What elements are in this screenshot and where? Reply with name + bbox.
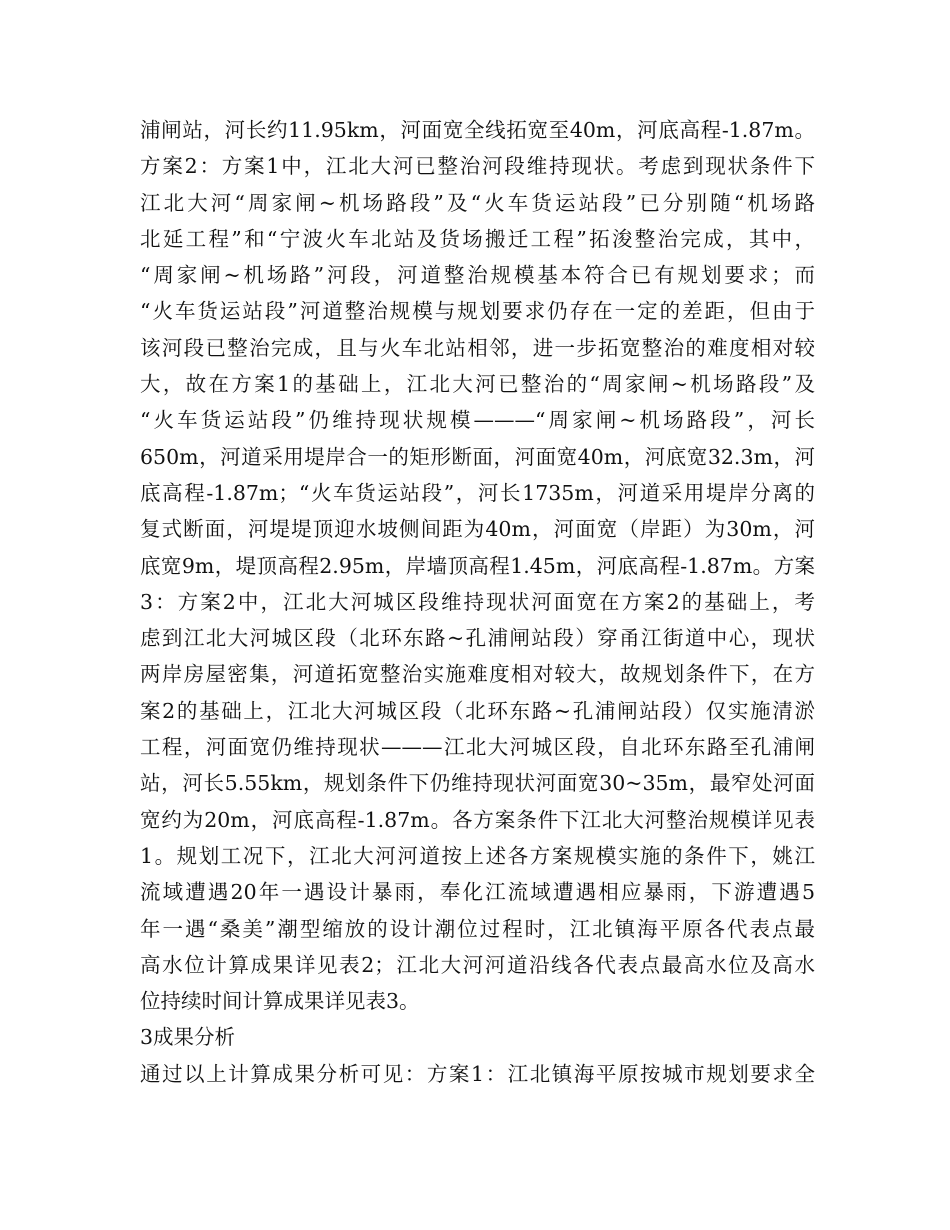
text-line: 流域遭遇20年一遇设计暴雨，奉化江流域遭遇相应暴雨，下游遭遇5	[140, 880, 815, 905]
text-line: 江北大河“周家闸~机场路段”及“火车货运站段”已分别随“机场路	[140, 190, 815, 215]
text-line: 工程，河面宽仍维持现状———江北大河城区段，自北环东路至孔浦闸	[140, 735, 815, 760]
text-line: 该河段已整治完成，且与火车北站相邻，进一步拓宽整治的难度相对较	[140, 335, 815, 360]
paragraph-analysis-schemes	[140, 112, 815, 1019]
text-line: “周家闸~机场路”河段，河道整治规模基本符合已有规划要求；而	[140, 263, 815, 288]
text-line: 高水位计算成果详见表2；江北大河河道沿线各代表点最高水位及高水	[140, 952, 815, 977]
text-line: 3：方案2中，江北大河城区段维持现状河面宽在方案2的基础上，考	[140, 589, 815, 614]
text-line: 北延工程”和“宁波火车北站及货场搬迁工程”拓浚整治完成，其中，	[140, 226, 815, 251]
text-line: 大，故在方案1的基础上，江北大河已整治的“周家闸~机场路段”及	[140, 372, 815, 397]
document-body	[140, 112, 815, 1092]
text-line: 复式断面，河堤堤顶迎水坡侧间距为40m，河面宽（岸距）为30m，河	[140, 517, 815, 542]
text-line: 年一遇“桑美”潮型缩放的设计潮位过程时，江北镇海平原各代表点最	[140, 916, 815, 941]
text-line: 浦闸站，河长约11.95km，河面宽全线拓宽至40m，河底高程-1.87m。	[140, 118, 815, 142]
text-line: 底高程-1.87m；“火车货运站段”，河长1735m，河道采用堤岸分离的	[140, 480, 815, 505]
text-line: 通过以上计算成果分析可见：方案1：江北镇海平原按城市规划要求全	[140, 1061, 815, 1086]
text-line: “火车货运站段”仍维持现状规模———“周家闸~机场路段”，河长	[140, 408, 815, 433]
text-line: 两岸房屋密集，河道拓宽整治实施难度相对较大，故规划条件下，在方	[140, 662, 815, 687]
text-line: 站，河长5.55km，规划条件下仍维持现状河面宽30~35m，最窄处河面	[140, 771, 815, 796]
paragraph-results	[140, 1056, 815, 1092]
text-line: 虑到江北大河城区段（北环东路~孔浦闸站段）穿甬江街道中心，现状	[140, 626, 815, 651]
text-line: 底宽9m，堤顶高程2.95m，岸墙顶高程1.45m，河底高程-1.87m。方案	[140, 553, 815, 578]
text-line: 方案2：方案1中，江北大河已整治河段维持现状。考虑到现状条件下	[140, 154, 815, 179]
text-line: 宽约为20m，河底高程-1.87m。各方案条件下江北大河整治规模详见表	[140, 807, 815, 832]
text-line: 位持续时间计算成果详见表3。	[140, 989, 420, 1014]
text-line: “火车货运站段”河道整治规模与规划要求仍存在一定的差距，但由于	[140, 299, 815, 324]
section-heading: 3成果分析	[140, 1025, 236, 1050]
text-line: 案2的基础上，江北大河城区段（北环东路~孔浦闸站段）仅实施清淤	[140, 698, 815, 723]
text-line: 650m，河道采用堤岸合一的矩形断面，河面宽40m，河底宽32.3m，河	[140, 444, 815, 469]
text-line: 1。规划工况下，江北大河河道按上述各方案规模实施的条件下，姚江	[140, 843, 815, 868]
